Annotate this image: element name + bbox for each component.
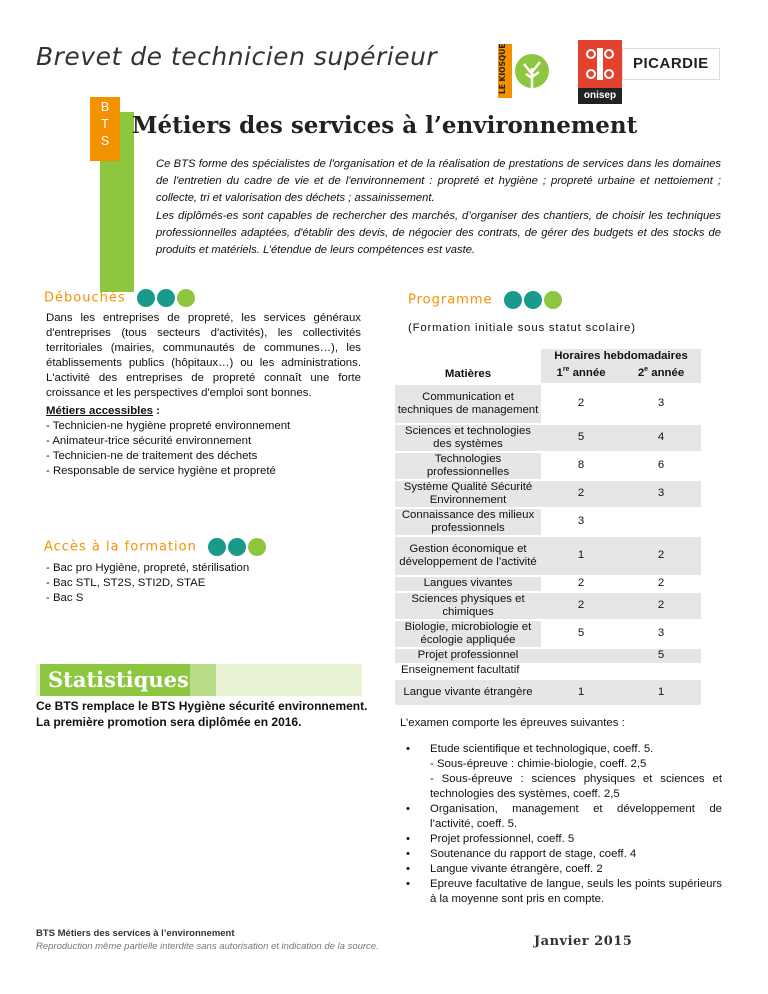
hours-cell: 2 xyxy=(541,576,621,592)
hours-cell: 5 xyxy=(541,424,621,452)
metier-item: - Technicien-ne hygiène propreté environnement xyxy=(46,420,291,432)
exam-item: • Soutenance du rapport de stage, coeff. 4 xyxy=(400,847,722,862)
table-row xyxy=(395,592,701,620)
dot-green xyxy=(177,289,195,307)
matiere-cell: Communication et techniques de management xyxy=(395,384,541,424)
onisep-logo xyxy=(578,40,720,104)
matiere-cell: Gestion économique et développement de l’activité xyxy=(395,536,541,576)
table-row xyxy=(395,452,701,480)
matiere-cell: Sciences et technologies des systèmes xyxy=(395,424,541,452)
dot-teal xyxy=(228,538,246,556)
matiere-cell: Technologies professionnelles xyxy=(395,452,541,480)
hours-cell: 4 xyxy=(621,424,701,452)
footer-date: Janvier 2015 xyxy=(534,934,633,949)
table-row xyxy=(395,384,701,424)
hours-cell: 2 xyxy=(541,592,621,620)
dot-teal xyxy=(504,291,522,309)
table-row xyxy=(395,620,701,648)
dot-green xyxy=(248,538,266,556)
programme-heading xyxy=(408,291,562,309)
onisep-brand: onisep xyxy=(578,88,622,104)
table-row xyxy=(395,480,701,508)
col-year2: 2e année xyxy=(621,363,701,384)
hours-cell: 3 xyxy=(621,480,701,508)
page-title: Métiers des services à l’environnement xyxy=(132,112,638,139)
bts-letter: T xyxy=(101,117,109,131)
acces-item: - Bac S xyxy=(46,592,84,604)
table-row xyxy=(395,424,701,452)
table-header-row xyxy=(395,349,701,363)
exam-intro: L’examen comporte les épreuves suivantes : xyxy=(400,717,625,729)
hours-cell: 3 xyxy=(621,620,701,648)
hours-cell: 5 xyxy=(541,620,621,648)
metiers-label: Métiers accessibles xyxy=(46,405,154,417)
debouches-heading xyxy=(44,289,195,307)
hours-cell: 2 xyxy=(541,384,621,424)
acces-list xyxy=(46,561,361,606)
metiers-block xyxy=(46,404,361,479)
facultatif-label: Enseignement facultatif xyxy=(401,663,520,676)
table-facultatif-label-row xyxy=(395,663,701,679)
metier-item: - Responsable de service hygiène et propreté xyxy=(46,465,276,477)
table-row xyxy=(395,679,701,705)
exam-item: • Langue vivante étrangère, coeff. 2 xyxy=(400,862,722,877)
bts-letter: B xyxy=(100,100,110,114)
section-dots xyxy=(137,289,195,307)
kiosque-logo xyxy=(498,44,550,98)
hours-cell: 2 xyxy=(621,576,701,592)
hours-cell xyxy=(541,648,621,663)
hours-cell: 1 xyxy=(621,679,701,705)
table-row xyxy=(395,576,701,592)
acces-item: - Bac STL, ST2S, STI2D, STAE xyxy=(46,577,206,589)
matiere-cell: Projet professionnel xyxy=(395,648,541,663)
exam-item: • Organisation, management et développement de l’activité, coeff. 5. xyxy=(400,802,722,832)
programme-heading-label: Programme xyxy=(408,292,493,308)
debouches-heading-label: Débouchés xyxy=(44,290,126,306)
hours-cell: 2 xyxy=(621,536,701,576)
programme-subtitle: (Formation initiale sous statut scolaire) xyxy=(408,322,636,334)
section-dots xyxy=(504,291,562,309)
onisep-symbol-icon xyxy=(582,44,618,84)
exam-list xyxy=(400,742,722,907)
metier-item: - Technicien-ne de traitement des déchets xyxy=(46,450,258,462)
hours-cell: 3 xyxy=(621,384,701,424)
dot-teal xyxy=(157,289,175,307)
onisep-region: PICARDIE xyxy=(622,48,720,80)
table-row xyxy=(395,508,701,536)
header-title: Brevet de technicien supérieur xyxy=(36,42,438,71)
acces-heading-label: Accès à la formation xyxy=(44,539,197,555)
acces-heading xyxy=(44,538,266,556)
svg-text:LE KIOSQUE: LE KIOSQUE xyxy=(498,44,507,94)
hours-cell: 6 xyxy=(621,452,701,480)
matiere-cell: Biologie, microbiologie et écologie appliquée xyxy=(395,620,541,648)
stats-text: Ce BTS remplace le BTS Hygiène sécurité environnement. La première promotion sera diplômée en 2016. xyxy=(36,699,368,729)
table-row xyxy=(395,648,701,663)
hours-cell: 8 xyxy=(541,452,621,480)
table-row xyxy=(395,536,701,576)
dot-teal xyxy=(524,291,542,309)
hours-cell: 5 xyxy=(621,648,701,663)
exam-item: • Etude scientifique et technologique, coeff. 5. - Sous-épreuve : chimie-biologie, coeff. 2,5 - Sous-épreuve : sciences physiques et sciences et technologies des systèmes, coeff. 2,5 xyxy=(400,742,722,802)
metier-item: - Animateur-trice sécurité environnement xyxy=(46,435,252,447)
footer-copyright: Reproduction même partielle interdite sans autorisation et indication de la source. xyxy=(36,941,379,952)
hours-cell xyxy=(621,508,701,536)
dot-green xyxy=(544,291,562,309)
programme-table xyxy=(395,349,701,705)
matiere-cell: Connaissance des milieux professionnels xyxy=(395,508,541,536)
matiere-cell: Langues vivantes xyxy=(395,576,541,592)
hours-cell: 1 xyxy=(541,679,621,705)
intro-paragraph-2: Les diplômés-es sont capables de rechercher des marchés, d’organiser des chantiers, de choisir les techniques professionnelles adaptées, d'établir des devis, de négocier des contrats, de gérer des budgets et des stocks de produits et matériels. L’étendue de leurs compétences est vaste. xyxy=(156,209,721,257)
col-horaires: Horaires hebdomadaires xyxy=(541,349,701,363)
matiere-cell: Système Qualité Sécurité Environnement xyxy=(395,480,541,508)
exam-item: • Projet professionnel, coeff. 5 xyxy=(400,832,722,847)
metiers-colon: : xyxy=(153,405,160,417)
section-dots xyxy=(208,538,266,556)
footer-title: BTS Métiers des services à l’environnement xyxy=(36,928,235,939)
bts-letter: S xyxy=(100,134,110,148)
dot-teal xyxy=(137,289,155,307)
col-year1: 1re année xyxy=(541,363,621,384)
bts-badge xyxy=(90,97,120,161)
debouches-text: Dans les entreprises de propreté, les services généraux d'entreprises (tous secteurs d'activités), les collectivités territoriales (mairies, communautés de communes…), les établissements publics (hôpitaux…) ou les administrations. L'activité des entreprises de propreté connaît une forte croissance et les perspectives d'emploi sont bonnes. xyxy=(46,312,361,399)
stats-accent xyxy=(190,664,216,696)
matiere-cell: Sciences physiques et chimiques xyxy=(395,592,541,620)
matiere-cell: Langue vivante étrangère xyxy=(395,679,541,705)
col-matieres: Matières xyxy=(395,349,541,384)
intro-paragraph-1: Ce BTS forme des spécialistes de l'organisation et de la réalisation de prestations de services dans les domaines de l'entretien du cadre de vie et de l'environnement : propreté et hygiène ; propreté urbaine et nettoiement ; collecte, tri et valorisation des déchets ; assainissement. xyxy=(156,158,721,205)
dot-teal xyxy=(208,538,226,556)
hours-cell: 1 xyxy=(541,536,621,576)
hours-cell: 2 xyxy=(621,592,701,620)
exam-item: • Epreuve facultative de langue, seuls les points supérieurs à la moyenne sont pris en compte. xyxy=(400,877,722,907)
intro-text xyxy=(156,156,721,259)
hours-cell: 2 xyxy=(541,480,621,508)
hours-cell: 3 xyxy=(541,508,621,536)
acces-item: - Bac pro Hygiène, propreté, stérilisation xyxy=(46,562,250,574)
stats-heading: Statistiques xyxy=(40,664,190,696)
